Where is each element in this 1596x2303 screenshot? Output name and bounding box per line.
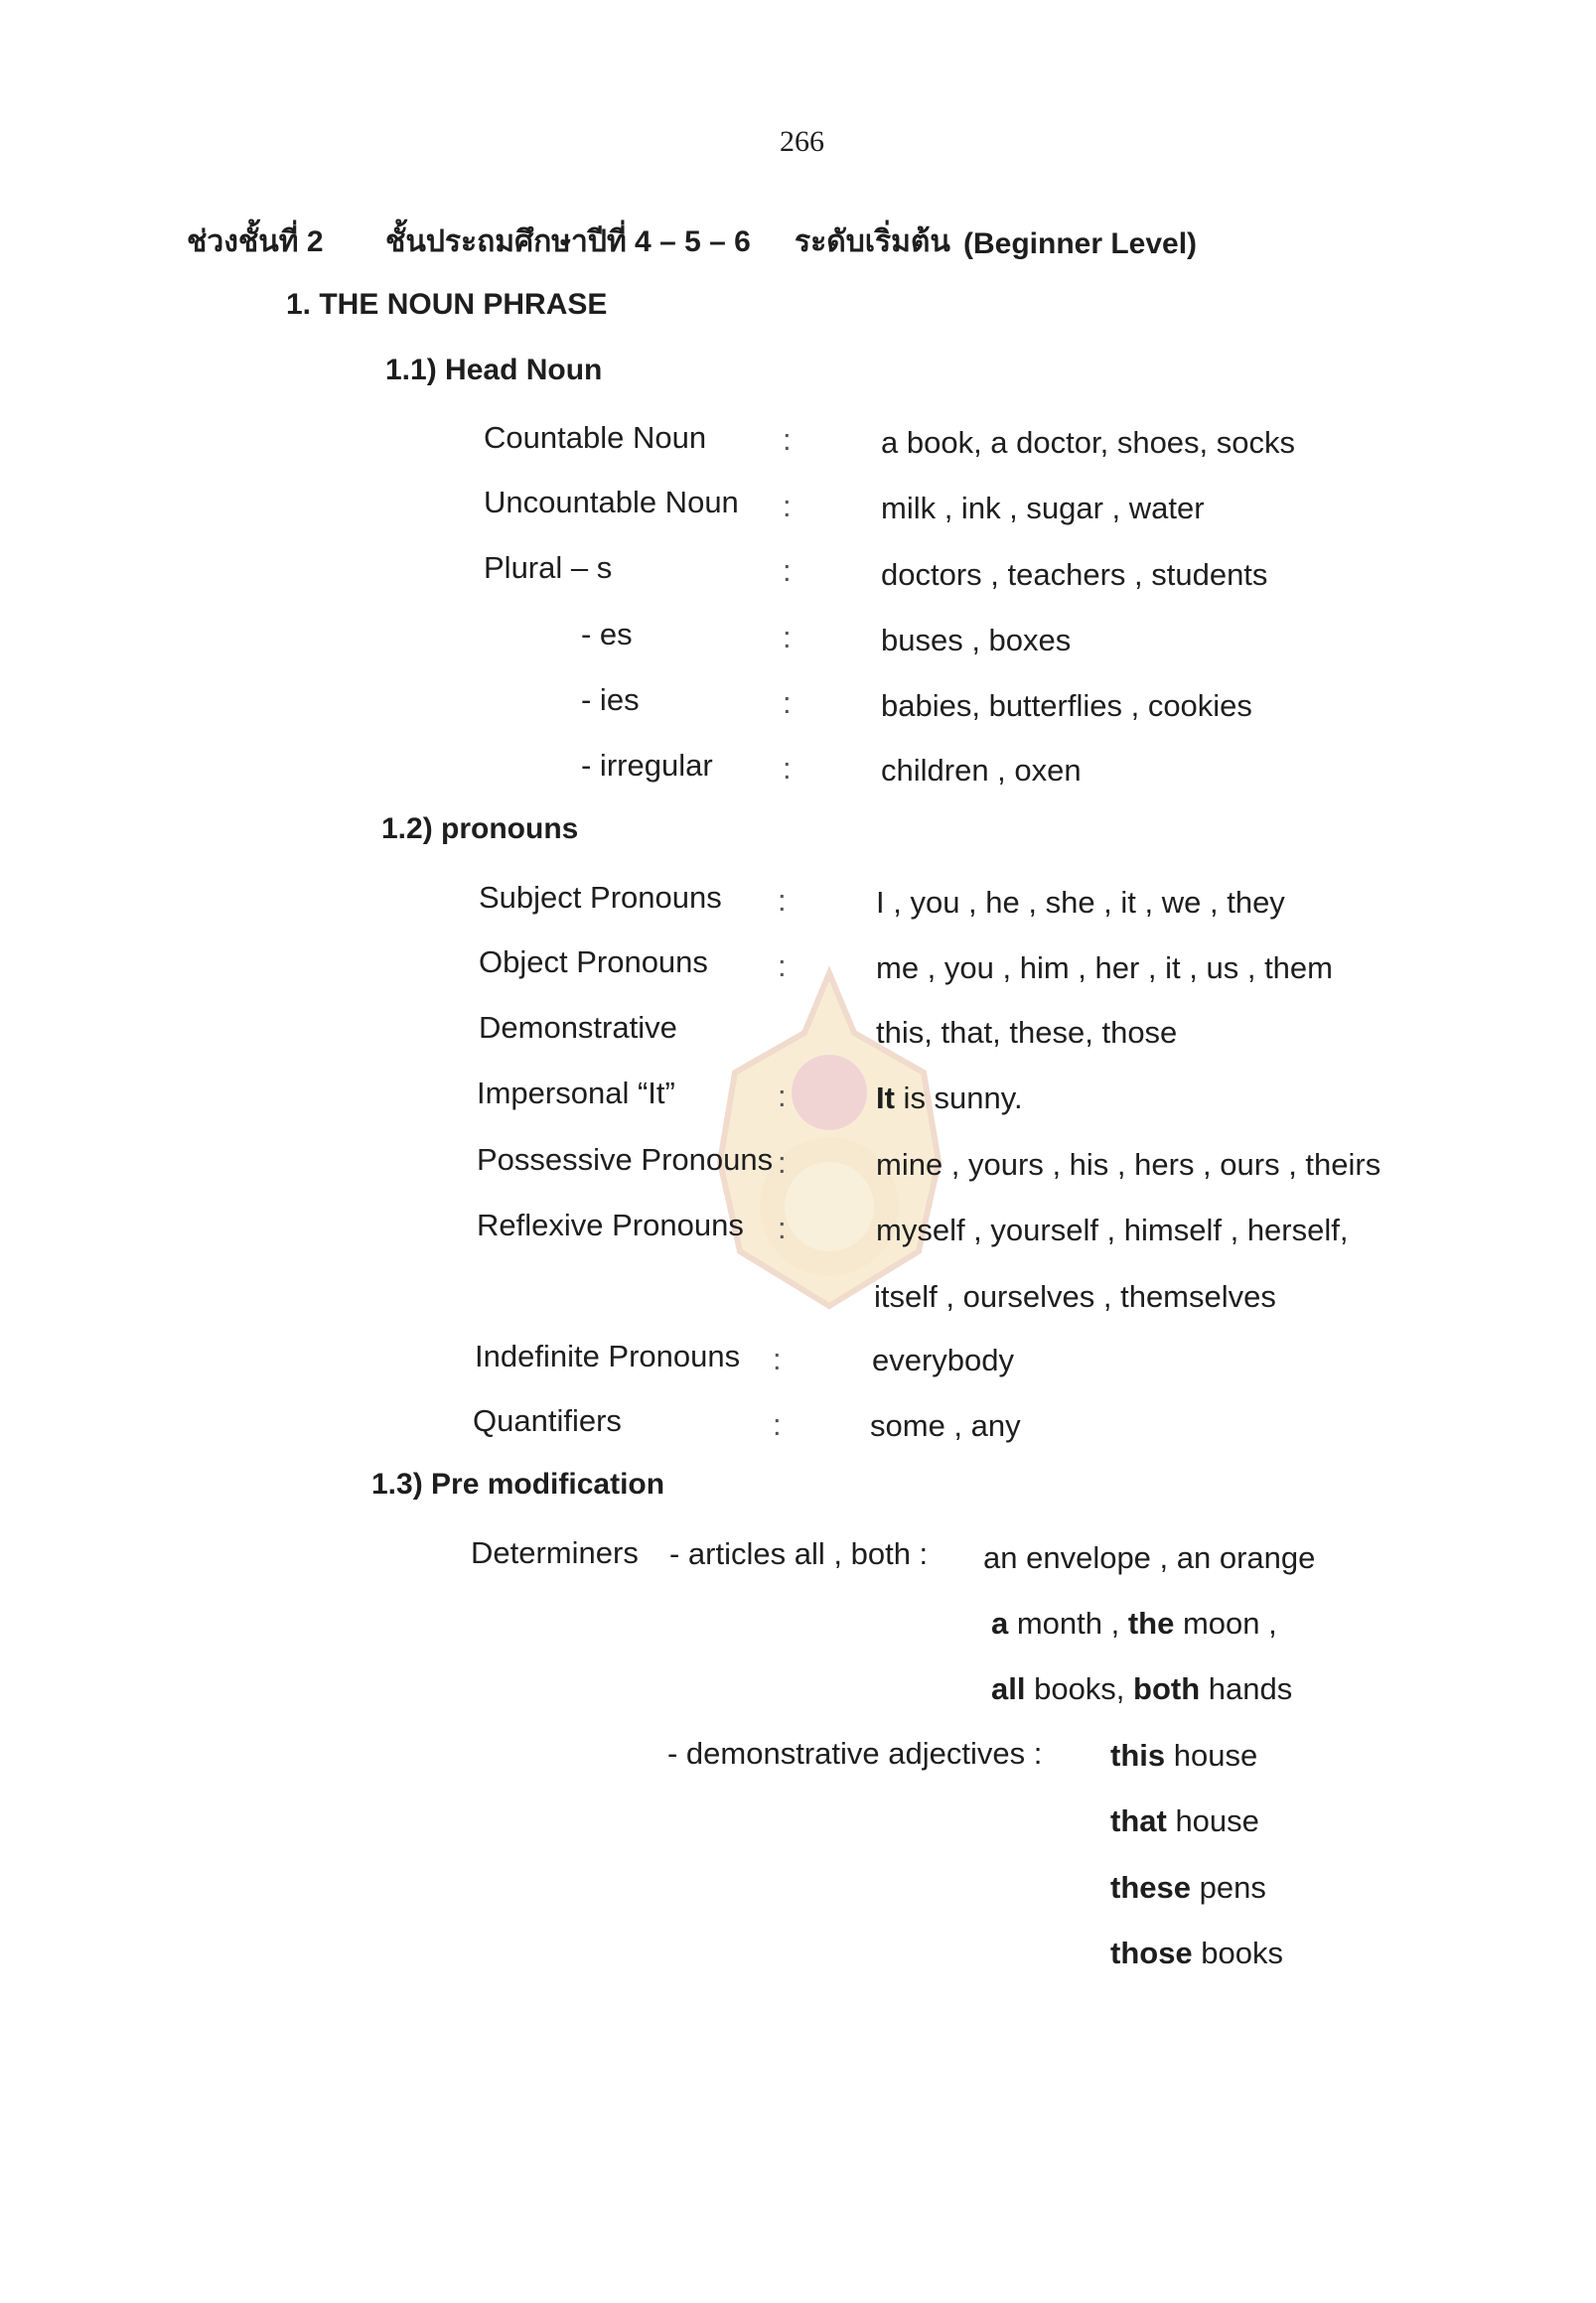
subsection-heading-pre-modification: 1.3) Pre modification — [371, 1468, 665, 1501]
row-value: myself , yourself , himself , herself, — [876, 1213, 1349, 1247]
demonstrative-example — [1110, 1936, 1283, 1971]
row-label: Reflexive Pronouns — [477, 1208, 744, 1242]
row-colon: : — [773, 1407, 782, 1442]
example-text: house — [1165, 1738, 1258, 1773]
subsection-heading-head-noun: 1.1) Head Noun — [385, 354, 603, 386]
row-label: Possessive Pronouns — [477, 1142, 774, 1177]
example-bold: a — [991, 1606, 1009, 1641]
row-label: Subject Pronouns — [479, 880, 722, 915]
row-colon: : — [773, 1342, 782, 1376]
row-label: - irregular — [581, 748, 713, 783]
example-text: hands — [1200, 1671, 1293, 1706]
row-value — [876, 1080, 1023, 1116]
demonstrative-label: - demonstrative adjectives : — [667, 1736, 1043, 1771]
row-value: this, that, these, those — [876, 1015, 1178, 1050]
row-colon: : — [778, 1079, 787, 1113]
example-bold: this — [1110, 1738, 1166, 1773]
example-bold: all — [991, 1671, 1026, 1706]
demonstrative-example — [1110, 1870, 1266, 1906]
row-value: babies, butterflies , cookies — [881, 688, 1252, 723]
row-value: buses , boxes — [881, 623, 1072, 657]
row-label: Impersonal “It” — [477, 1076, 675, 1110]
row-label: - es — [581, 617, 633, 651]
example-bold: those — [1110, 1936, 1193, 1970]
row-label: Uncountable Noun — [484, 485, 739, 519]
row-label: - ies — [581, 682, 640, 717]
example-text: an envelope , an orange — [983, 1540, 1316, 1575]
row-label: Indefinite Pronouns — [475, 1339, 741, 1373]
article-example — [983, 1540, 1315, 1576]
title-level-en: (Beginner Level) — [963, 227, 1198, 260]
example-text: month , — [1008, 1606, 1128, 1641]
section-heading: 1. THE NOUN PHRASE — [286, 288, 608, 321]
row-label: Plural – s — [484, 550, 613, 585]
row-value: itself , ourselves , themselves — [874, 1279, 1276, 1314]
row-colon: : — [783, 422, 792, 457]
row-colon: : — [778, 1145, 787, 1180]
example-bold: these — [1110, 1870, 1191, 1905]
demonstrative-example — [1110, 1738, 1257, 1774]
example-bold: that — [1110, 1803, 1167, 1838]
title-level-thai: ระดับเริ่มต้น — [795, 225, 950, 258]
example-bold: both — [1133, 1671, 1201, 1706]
article-example — [991, 1606, 1277, 1642]
row-value: I , you , he , she , it , we , they — [876, 885, 1285, 920]
title-prefix: ช่วงชั้นที่ 2 — [187, 225, 324, 258]
row-label: Demonstrative — [479, 1010, 677, 1045]
value-bold: It — [876, 1080, 895, 1115]
example-text: moon , — [1174, 1606, 1277, 1641]
articles-label: - articles all , both : — [669, 1536, 929, 1571]
row-value: mine , yours , his , hers , ours , theirs — [876, 1147, 1381, 1182]
row-label: Countable Noun — [484, 420, 707, 455]
determiners-label: Determiners — [471, 1535, 639, 1570]
row-value: milk , ink , sugar , water — [881, 491, 1205, 525]
example-text: house — [1166, 1803, 1259, 1838]
example-text: pens — [1190, 1870, 1266, 1905]
row-colon: : — [783, 751, 792, 786]
row-colon: : — [783, 553, 792, 588]
example-text: books, — [1025, 1671, 1134, 1706]
row-value: me , you , him , her , it , us , them — [876, 950, 1333, 985]
demonstrative-example — [1110, 1803, 1259, 1839]
row-colon: : — [783, 489, 792, 523]
row-value: children , oxen — [881, 753, 1082, 788]
value-rest: is sunny. — [894, 1080, 1023, 1115]
row-colon: : — [778, 1211, 787, 1245]
row-value: everybody — [872, 1343, 1015, 1377]
row-value: a book, a doctor, shoes, socks — [881, 425, 1296, 460]
row-colon: : — [783, 620, 792, 654]
page-number: 266 — [780, 125, 824, 158]
row-label: Object Pronouns — [479, 944, 708, 979]
example-text: books — [1192, 1936, 1284, 1970]
article-example — [991, 1671, 1292, 1707]
row-value: some , any — [870, 1408, 1021, 1443]
title-grades: ชั้นประถมศึกษาปีที่ 4 – 5 – 6 — [385, 225, 751, 258]
subsection-heading-pronouns: 1.2) pronouns — [381, 812, 579, 845]
row-colon: : — [778, 883, 787, 918]
row-colon: : — [783, 685, 792, 720]
row-colon: : — [778, 948, 787, 983]
row-value: doctors , teachers , students — [881, 557, 1268, 592]
example-bold: the — [1127, 1606, 1175, 1641]
row-label: Quantifiers — [473, 1403, 622, 1438]
